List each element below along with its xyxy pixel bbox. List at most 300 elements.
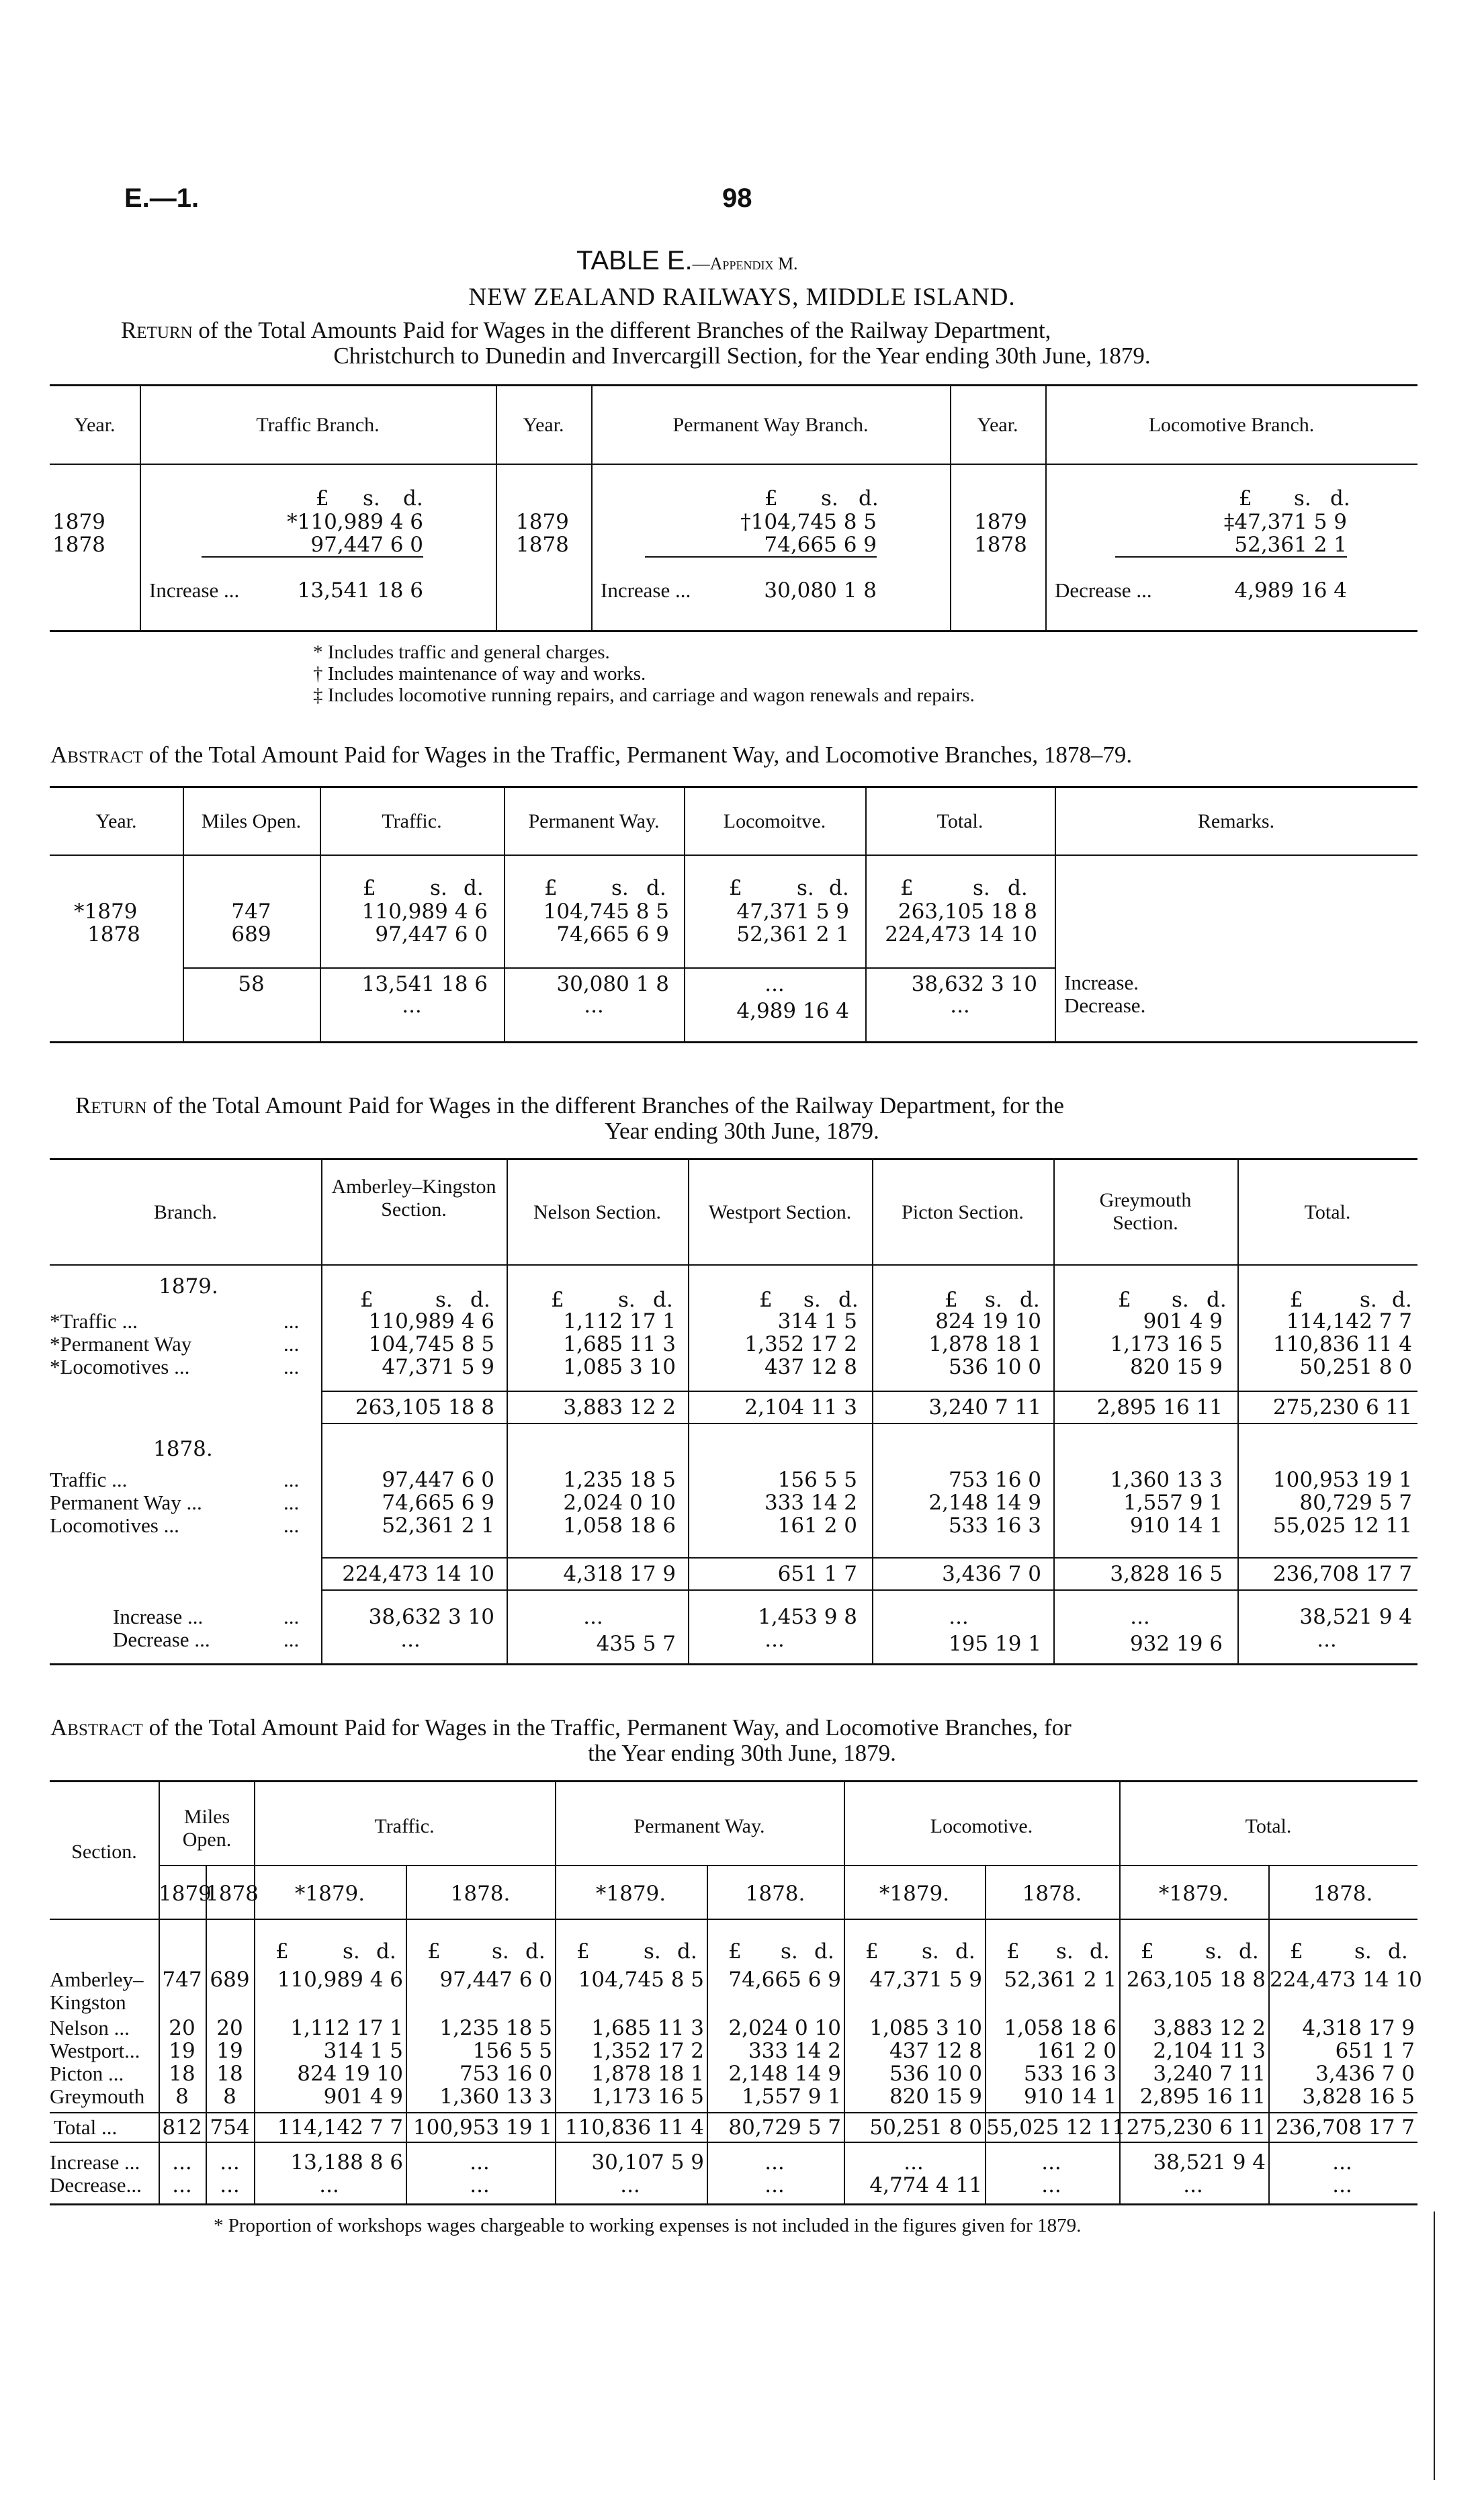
t4-unit-s: s. (922, 1939, 939, 1964)
t4-section-label: Picton ... (50, 2062, 124, 2085)
t2-miles-change: 58 (238, 972, 265, 996)
t3-title-lead: Return (75, 1092, 147, 1119)
t4-cell: 161 2 0 (1037, 2039, 1117, 2063)
t4-header-total: Total. (1245, 1815, 1292, 1837)
t3-cell: 47,371 5 9 (382, 1355, 494, 1379)
t4-section-label: Nelson ... (50, 2016, 130, 2040)
t1-title-line2: Christchurch to Dunedin and Invercargill Section, for the Year ending 30th June, 1879. (333, 343, 1151, 369)
t4-cell: 536 10 0 (889, 2062, 982, 2086)
t3-sum: 3,240 7 11 (928, 1395, 1041, 1419)
t2-remark: Increase. (1064, 971, 1139, 994)
t3-header-greymouth: Greymouth Section. (1099, 1189, 1192, 1234)
t4-subheader: *1879. (595, 1882, 666, 1906)
t3-header-nelson: Nelson Section. (533, 1201, 661, 1223)
t1-note: ‡ Includes locomotive running repairs, and carriage and wagon renewals and repairs. (313, 685, 975, 706)
t2-traffic-change: 13,541 18 6 (361, 972, 488, 996)
t4-unit-d: d. (1388, 1939, 1408, 1964)
t4-decrease-label: Decrease... (50, 2173, 142, 2197)
t3-cell: 536 10 0 (948, 1355, 1041, 1379)
t3-cell: 100,953 19 1 (1272, 1468, 1412, 1492)
t4-increase: ... (220, 2150, 240, 2175)
t4-decrease: ... (1332, 2173, 1352, 2197)
t4-unit-d: d. (376, 1939, 396, 1964)
t4-vline (254, 1782, 255, 2203)
railways-heading: NEW ZEALAND RAILWAYS, MIDDLE ISLAND. (468, 283, 1016, 311)
t4-header-loco: Locomotive. (930, 1815, 1033, 1837)
t3-cell: 2,148 14 9 (928, 1491, 1041, 1515)
t3-cell: 824 19 10 (935, 1309, 1041, 1333)
t4-increase: 38,521 9 4 (1153, 2150, 1266, 2175)
t4-total: 236,708 17 7 (1275, 2115, 1415, 2140)
t3-cell: 55,025 12 11 (1272, 1514, 1412, 1538)
t3-year-1879: 1879. (159, 1274, 218, 1299)
t3-cell: 314 1 5 (777, 1309, 857, 1333)
t4-increase: ... (470, 2150, 490, 2175)
t2-title-lead: Abstract (50, 742, 143, 768)
t3-cell: 52,361 2 1 (382, 1514, 494, 1538)
t4-cell: 18 (216, 2062, 243, 2086)
t4-decrease: ... (620, 2173, 640, 2197)
t3-sum: 2,895 16 11 (1096, 1395, 1223, 1419)
t2-total-change: ... (950, 994, 970, 1018)
t4-cell: 8 (223, 2085, 236, 2109)
t4-cell: 20 (169, 2016, 195, 2040)
t4-total: 812 (162, 2115, 202, 2140)
t4-title-line2: the Year ending 30th June, 1879. (588, 1740, 896, 1766)
t1-header-year: Year. (523, 414, 564, 436)
t4-subheader: 1879 (159, 1882, 212, 1906)
t3-header-rule (50, 1264, 1417, 1266)
t3-cell: 110,989 4 6 (368, 1309, 494, 1333)
t1-traffic-value: *110,989 4 6 (287, 510, 423, 534)
t2-bottom-rule (50, 1041, 1417, 1043)
t3-cell: 437 12 8 (764, 1355, 857, 1379)
t4-unit-s: s. (1354, 1939, 1372, 1964)
t4-cell: 689 (210, 1968, 250, 1992)
t2-loco-change: 4,989 16 4 (736, 999, 849, 1023)
t4-increase: 30,107 5 9 (591, 2150, 704, 2175)
t2-total: 263,105 18 8 (898, 900, 1037, 924)
t3-decrease: 195 19 1 (948, 1632, 1041, 1656)
t3-increase: 38,521 9 4 (1299, 1605, 1412, 1629)
t1-unit-pound: £ (1239, 486, 1252, 511)
t4-increase: 13,188 8 6 (290, 2150, 403, 2175)
t3-increase: ... (1130, 1605, 1150, 1629)
t4-decrease: ... (1041, 2173, 1061, 2197)
t3-cell: 533 16 3 (948, 1514, 1041, 1538)
t4-unit-s: s. (343, 1939, 360, 1964)
t3-unit-s: s. (435, 1288, 453, 1312)
t4-cell: 1,685 11 3 (591, 2016, 704, 2040)
t2-header-miles: Miles Open. (201, 810, 302, 832)
t4-decrease: ... (220, 2173, 240, 2197)
t4-cell: 314 1 5 (323, 2039, 403, 2063)
page-ref: E.—1. (124, 183, 200, 213)
t1-unit-d: d. (403, 486, 423, 511)
t3-cell: 161 2 0 (777, 1514, 857, 1538)
t3-sum-rule (321, 1423, 1417, 1424)
t3-increase: 38,632 3 10 (368, 1605, 494, 1629)
t1-perm-change: 30,080 1 8 (764, 578, 877, 603)
t3-title (75, 1092, 1064, 1119)
t4-cell: 820 15 9 (889, 2085, 982, 2109)
t1-loco-change: 4,989 16 4 (1234, 578, 1347, 603)
t4-unit-d: d. (525, 1939, 545, 1964)
t3-cell: 74,665 6 9 (382, 1491, 494, 1515)
t4-unit-s: s. (781, 1939, 798, 1964)
t1-change-label: Decrease ... (1055, 578, 1152, 602)
t4-title-rest: of the Total Amount Paid for Wages in the Traffic, Permanent Way, and Locomotive Branches, for (142, 1714, 1072, 1741)
t1-traffic-value: 97,447 6 0 (202, 533, 423, 558)
t4-subheader: 1878. (1022, 1882, 1082, 1906)
t4-vline (159, 1782, 160, 2203)
t2-loco: 52,361 2 1 (736, 922, 849, 947)
t3-sum: 263,105 18 8 (355, 1395, 494, 1419)
t3-year-1878: 1878. (153, 1437, 213, 1461)
t4-header-perm: Permanent Way. (634, 1815, 765, 1837)
t3-branch-label: *Permanent Way (50, 1332, 192, 1356)
t4-total: 114,142 7 7 (277, 2115, 403, 2140)
t4-total: 754 (210, 2115, 250, 2140)
t3-cell: 97,447 6 0 (382, 1468, 494, 1492)
t4-cell: 753 16 0 (459, 2062, 552, 2086)
t1-header-traffic: Traffic Branch. (256, 414, 380, 436)
t4-total-label: Total ... (54, 2115, 118, 2139)
t2-perm-change: ... (584, 994, 604, 1018)
t3-cell: 1,235 18 5 (563, 1468, 676, 1492)
t3-decrease: ... (400, 1628, 421, 1652)
t1-loco-value: 52,361 2 1 (1115, 533, 1347, 558)
t3-top-rule (50, 1158, 1417, 1160)
t3-increase: 1,453 9 8 (758, 1605, 857, 1629)
t3-unit-d: d. (653, 1288, 673, 1312)
t3-leader: ... (283, 1468, 300, 1491)
t2-header-total: Total. (936, 810, 984, 832)
t3-header-westport: Westport Section. (708, 1201, 852, 1223)
t4-cell: 224,473 14 10 (1270, 1968, 1422, 1992)
t4-decrease: ... (765, 2173, 785, 2197)
t4-increase: ... (765, 2150, 785, 2175)
t3-vline (507, 1159, 508, 1663)
t3-branch-label: *Traffic ... (50, 1309, 138, 1333)
t4-section-label: Greymouth (50, 2085, 145, 2108)
t2-perm: 104,745 8 5 (543, 900, 669, 924)
t4-header-section: Section. (71, 1841, 137, 1863)
t2-unit-s: s. (611, 876, 629, 900)
t4-unit-d: d. (1090, 1939, 1110, 1964)
t4-cell: 4,318 17 9 (1302, 2016, 1415, 2040)
t4-unit-d: d. (955, 1939, 975, 1964)
t1-perm-value: 74,665 6 9 (645, 533, 877, 558)
t4-unit-pound: £ (427, 1939, 441, 1964)
t3-vline (872, 1159, 873, 1663)
t1-title-lead: Return (121, 317, 193, 343)
t4-cell: 2,148 14 9 (728, 2062, 841, 2086)
t2-perm: 74,665 6 9 (556, 922, 669, 947)
t1-unit-d: d. (859, 486, 879, 511)
t1-unit-d: d. (1330, 486, 1350, 511)
t1-change-label: Increase ... (149, 578, 240, 602)
page-number: 98 (722, 183, 752, 213)
t1-loco-value: ‡47,371 5 9 (1223, 510, 1347, 534)
t2-year: 1878 (87, 922, 140, 947)
t4-unit-pound: £ (1290, 1939, 1303, 1964)
t3-unit-d: d. (470, 1288, 490, 1312)
t1-title-rest: of the Total Amounts Paid for Wages in the different Branches of the Railway Department, (192, 317, 1051, 343)
t1-note: † Includes maintenance of way and works. (313, 663, 646, 685)
t1-year: 1879 (516, 510, 569, 534)
t3-unit-d: d. (1392, 1288, 1412, 1312)
t3-header-branch: Branch. (153, 1201, 218, 1223)
t1-year: 1879 (974, 510, 1027, 534)
t4-subheader: 1878. (1313, 1882, 1373, 1906)
t3-vline (688, 1159, 689, 1663)
t4-cell: 1,085 3 10 (869, 2016, 982, 2040)
t4-bottom-rule (50, 2203, 1417, 2205)
t2-traffic-change: ... (402, 994, 422, 1018)
t4-cell: 52,361 2 1 (1004, 1968, 1117, 1992)
t3-sum-rule (321, 1557, 1417, 1559)
t4-cell: 901 4 9 (323, 2085, 403, 2109)
t4-cell: 8 (175, 2085, 189, 2109)
t3-cell: 1,112 17 1 (563, 1309, 676, 1333)
t4-unit-s: s. (644, 1939, 661, 1964)
t3-leader: ... (283, 1605, 300, 1628)
t3-cell: 1,085 3 10 (563, 1355, 676, 1379)
t3-branch-label: Permanent Way ... (50, 1491, 202, 1514)
t3-cell: 1,173 16 5 (1110, 1332, 1223, 1356)
t4-section-label: Westport... (50, 2039, 140, 2062)
t1-note: * Includes traffic and general charges. (313, 642, 610, 663)
t4-increase: ... (904, 2150, 924, 2175)
t3-cell: 2,024 0 10 (563, 1491, 676, 1515)
t3-unit-s: s. (985, 1288, 1002, 1312)
t3-cell: 910 14 1 (1129, 1514, 1223, 1538)
t2-total-change: 38,632 3 10 (911, 972, 1037, 996)
t3-header-picton: Picton Section. (902, 1201, 1024, 1223)
t3-cell: 1,360 13 3 (1110, 1468, 1223, 1492)
t4-footnote: * Proportion of workshops wages chargeable to working expenses is not included in the figures given for 1879. (214, 2215, 1082, 2236)
t4-unit-pound: £ (865, 1939, 879, 1964)
t3-unit-pound: £ (360, 1288, 374, 1312)
t3-sum: 4,318 17 9 (563, 1562, 676, 1586)
t4-cell: 47,371 5 9 (869, 1968, 982, 1992)
t3-branch-label: Traffic ... (50, 1468, 128, 1491)
t3-cell: 333 14 2 (764, 1491, 857, 1515)
t4-unit-d: d. (1239, 1939, 1259, 1964)
t4-cell: 97,447 6 0 (439, 1968, 552, 1992)
t1-unit-s: s. (821, 486, 838, 511)
t3-decrease: ... (765, 1628, 785, 1652)
t3-vline (1053, 1159, 1055, 1663)
t3-sum: 3,828 16 5 (1110, 1562, 1223, 1586)
t3-cell: 1,685 11 3 (563, 1332, 676, 1356)
t4-cell: 1,352 17 2 (591, 2039, 704, 2063)
t2-total: 224,473 14 10 (885, 922, 1037, 947)
t4-cell: 3,436 7 0 (1315, 2062, 1415, 2086)
t4-cell: 19 (216, 2039, 243, 2063)
t3-unit-pound: £ (759, 1288, 773, 1312)
t4-cell: 1,360 13 3 (439, 2085, 552, 2109)
t4-total: 55,025 12 11 (986, 2115, 1126, 2140)
t3-sum: 224,473 14 10 (342, 1562, 494, 1586)
t4-unit-pound: £ (728, 1939, 742, 1964)
t3-cell: 1,878 18 1 (928, 1332, 1041, 1356)
t2-perm-change: 30,080 1 8 (556, 972, 669, 996)
t1-unit-pound: £ (316, 486, 329, 511)
t3-unit-s: s. (618, 1288, 636, 1312)
t1-header-year: Year. (74, 414, 116, 436)
t4-cell: 3,240 7 11 (1153, 2062, 1266, 2086)
t3-unit-s: s. (803, 1288, 821, 1312)
t4-cell: 3,883 12 2 (1153, 2016, 1266, 2040)
t3-leader: ... (283, 1309, 300, 1333)
t3-vline (321, 1159, 322, 1663)
t3-unit-s: s. (1360, 1288, 1377, 1312)
t1-change-label: Increase ... (601, 578, 691, 602)
t3-change-label: Decrease ... (113, 1628, 210, 1651)
t4-decrease: ... (1183, 2173, 1203, 2197)
t3-cell: 114,142 7 7 (1286, 1309, 1412, 1333)
t4-cell: 824 19 10 (297, 2062, 403, 2086)
t3-cell: 104,745 8 5 (368, 1332, 494, 1356)
t4-cell: 2,104 11 3 (1153, 2039, 1266, 2063)
t4-decrease: ... (470, 2173, 490, 2197)
t3-leader: ... (283, 1628, 300, 1651)
t2-loco-change: ... (765, 972, 785, 996)
t2-header-rule (50, 854, 1417, 856)
t4-unit-s: s. (492, 1939, 509, 1964)
t4-increase-label: Increase ... (50, 2150, 140, 2174)
t3-cell: 1,058 18 6 (563, 1514, 676, 1538)
t4-subheader: 1878 (206, 1882, 259, 1906)
t3-bottom-rule (50, 1663, 1417, 1665)
t3-leader: ... (283, 1332, 300, 1356)
t3-sum: 275,230 6 11 (1272, 1395, 1412, 1419)
t2-header-year: Year. (95, 810, 137, 832)
t3-unit-pound: £ (945, 1288, 958, 1312)
t3-cell: 156 5 5 (777, 1468, 857, 1492)
t4-cell: 910 14 1 (1023, 2085, 1117, 2109)
t4-title (50, 1714, 1072, 1741)
t2-unit-s: s. (973, 876, 990, 900)
t1-year: 1879 (52, 510, 105, 534)
t1-year: 1878 (52, 533, 105, 557)
t4-cell: 747 (162, 1968, 202, 1992)
t1-top-rule (50, 384, 1417, 386)
t3-unit-pound: £ (1290, 1288, 1303, 1312)
t4-cell: 104,745 8 5 (578, 1968, 704, 1992)
t4-cell: 2,024 0 10 (728, 2016, 841, 2040)
t2-header-traffic: Traffic. (382, 810, 442, 832)
t4-cell: 74,665 6 9 (728, 1968, 841, 1992)
t2-unit-d: d. (829, 876, 849, 900)
t3-sum-rule (321, 1391, 1417, 1392)
t4-unit-pound: £ (1006, 1939, 1020, 1964)
t2-header-remarks: Remarks. (1197, 810, 1275, 832)
t1-unit-s: s. (1294, 486, 1311, 511)
margin-rule (1434, 2211, 1435, 2480)
t3-title-rest: of the Total Amount Paid for Wages in the different Branches of the Railway Department, for the (146, 1092, 1064, 1119)
t4-unit-pound: £ (275, 1939, 289, 1964)
t1-header-loco: Locomotive Branch. (1148, 414, 1315, 436)
t2-unit-pound: £ (544, 876, 558, 900)
t4-unit-s: s. (1056, 1939, 1074, 1964)
t2-traffic: 97,447 6 0 (375, 922, 488, 947)
t2-unit-d: d. (1008, 876, 1028, 900)
t4-decrease: 4,774 4 11 (869, 2173, 982, 2197)
t4-increase: ... (1041, 2150, 1061, 2175)
t3-increase: ... (949, 1605, 969, 1629)
t4-cell: 110,989 4 6 (277, 1968, 403, 1992)
t1-header-rule (50, 464, 1417, 465)
t3-cell: 1,352 17 2 (744, 1332, 857, 1356)
t2-title (50, 742, 1132, 769)
t4-subheader: 1878. (450, 1882, 511, 1906)
t4-cell: 651 1 7 (1335, 2039, 1415, 2063)
t4-increase: ... (172, 2150, 192, 2175)
table-label (576, 246, 798, 279)
t2-top-rule (50, 786, 1417, 788)
t3-unit-s: s. (1172, 1288, 1189, 1312)
t4-unit-s: s. (1205, 1939, 1223, 1964)
t4-cell: 263,105 18 8 (1126, 1968, 1266, 1992)
t3-header-amberley: Amberley–Kingston Section. (331, 1176, 496, 1221)
t4-total: 50,251 8 0 (869, 2115, 982, 2140)
t4-decrease: ... (172, 2173, 192, 2197)
t3-cell: 753 16 0 (948, 1468, 1041, 1492)
t3-branch-label: Locomotives ... (50, 1514, 179, 1537)
table-label-main: TABLE E. (576, 246, 693, 275)
t4-cell: 1,557 9 1 (742, 2085, 841, 2109)
t3-sum: 651 1 7 (777, 1562, 857, 1586)
t4-unit-d: d. (814, 1939, 834, 1964)
t3-unit-d: d. (1207, 1288, 1227, 1312)
t4-total: 275,230 6 11 (1126, 2115, 1266, 2140)
t4-vline (555, 1782, 556, 2203)
t3-cell: 50,251 8 0 (1299, 1355, 1412, 1379)
t4-cell: 1,058 18 6 (1004, 2016, 1117, 2040)
appendix-label: —Appendix M. (692, 254, 798, 273)
t2-traffic: 110,989 4 6 (361, 900, 488, 924)
t4-section-label: Amberley–Kingston (50, 1968, 144, 2014)
t4-title-lead: Abstract (50, 1714, 143, 1741)
t2-unit-pound: £ (900, 876, 914, 900)
t4-cell: 156 5 5 (472, 2039, 552, 2063)
t4-subheader: *1879. (1158, 1882, 1229, 1906)
t4-increase: ... (1332, 2150, 1352, 2175)
t4-total: 110,836 11 4 (564, 2115, 704, 2140)
t3-sum: 3,436 7 0 (942, 1562, 1041, 1586)
t3-leader: ... (283, 1514, 300, 1537)
t3-cell: 80,729 5 7 (1299, 1491, 1412, 1515)
t3-decrease: ... (1317, 1628, 1337, 1652)
t4-cell: 333 14 2 (748, 2039, 841, 2063)
t3-leader: ... (283, 1355, 300, 1378)
t2-title-rest: of the Total Amount Paid for Wages in the Traffic, Permanent Way, and Locomotive Branches, 1878–79. (142, 742, 1133, 768)
t4-cell: 20 (216, 2016, 243, 2040)
t2-unit-pound: £ (729, 876, 742, 900)
t4-unit-pound: £ (576, 1939, 590, 1964)
t1-perm-value: †104,745 8 5 (740, 510, 877, 534)
t3-leader: ... (283, 1491, 300, 1514)
t4-vline (844, 1782, 845, 2203)
t2-loco: 47,371 5 9 (736, 900, 849, 924)
t4-cell: 2,895 16 11 (1139, 2085, 1266, 2109)
t3-cell: 1,557 9 1 (1123, 1491, 1223, 1515)
t4-header-miles: Miles Open. (182, 1806, 232, 1851)
t1-title (121, 317, 1051, 344)
